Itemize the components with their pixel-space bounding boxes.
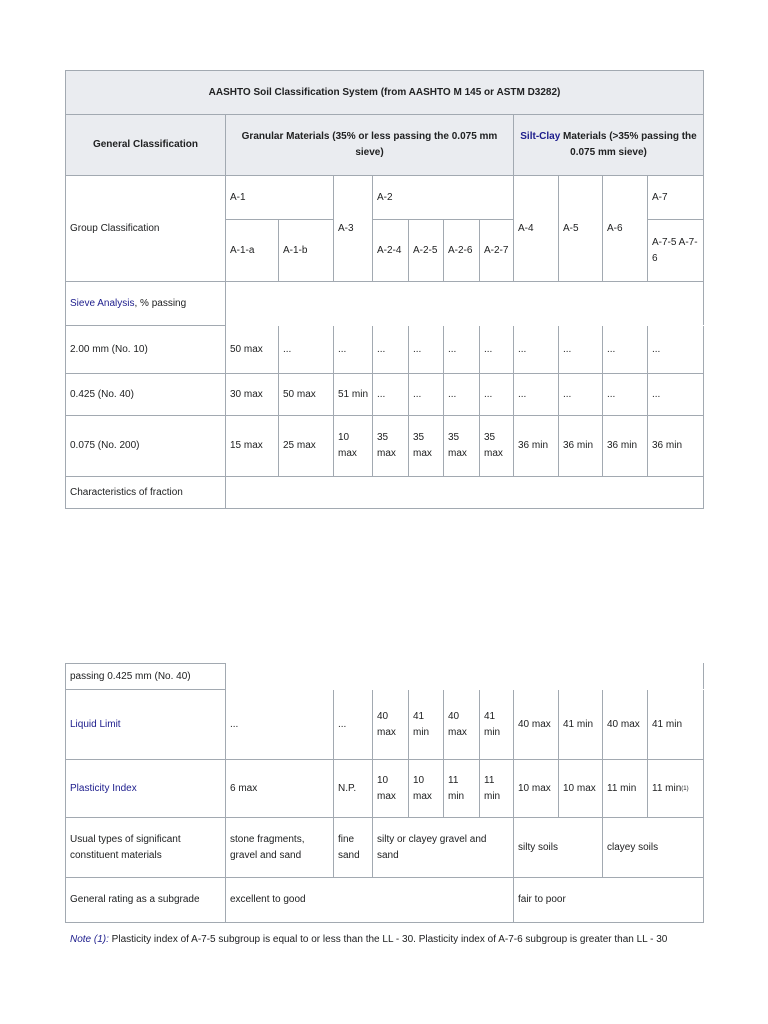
table-row-liquid-limit xyxy=(66,690,704,760)
table-cell: ... xyxy=(409,374,444,416)
table-cell: 41 min xyxy=(559,690,603,760)
rating-label: General rating as a subgrade xyxy=(66,878,226,923)
passing-blank xyxy=(226,664,704,690)
table-cell: 41 min xyxy=(648,690,704,760)
table-cell: ... xyxy=(444,326,480,374)
table-cell: 40 max xyxy=(444,690,480,760)
plasticity-index-label xyxy=(66,760,226,818)
note-text: Plasticity index of A-7-5 subgroup is equal to or less than the LL - 30. Plasticity index of A-7-6 subgroup is greater than LL - 30 xyxy=(108,934,668,945)
table-cell: ... xyxy=(373,326,409,374)
table-cell: ... xyxy=(648,326,704,374)
table-cell: ... xyxy=(514,374,559,416)
group-a1b: A-1-b xyxy=(279,220,334,282)
characteristics-blank xyxy=(226,477,704,509)
table-cell: 41 min xyxy=(480,690,514,760)
table-cell: ... xyxy=(226,690,334,760)
table-cell: 35 max xyxy=(409,416,444,477)
table-cell: ... xyxy=(559,374,603,416)
table-cell: ... xyxy=(603,326,648,374)
table-cell: ... xyxy=(480,374,514,416)
table-cell: 15 max xyxy=(226,416,279,477)
table-cell: 10 max xyxy=(334,416,373,477)
table-cell: ... xyxy=(334,326,373,374)
row-label: 2.00 mm (No. 10) xyxy=(66,326,226,374)
table-cell: 40 max xyxy=(373,690,409,760)
table-cell: 36 min xyxy=(603,416,648,477)
granular-materials-header: Granular Materials (35% or less passing the 0.075 mm sieve) xyxy=(226,115,514,176)
table-cell: silty soils xyxy=(514,818,603,878)
liquid-limit-label xyxy=(66,690,226,760)
table-cell: ... xyxy=(279,326,334,374)
table-cell: clayey soils xyxy=(603,818,704,878)
table-cell: ... xyxy=(373,374,409,416)
row-label: 0.075 (No. 200) xyxy=(66,416,226,477)
table-cell: 40 max xyxy=(514,690,559,760)
table-cell: silty or clayey gravel and sand xyxy=(373,818,514,878)
note-label: Note (1): xyxy=(70,934,109,945)
table-cell: 10 max xyxy=(514,760,559,818)
soil-classification-table-part2 xyxy=(65,663,704,923)
soil-classification-table-part1 xyxy=(65,70,704,509)
table-cell: fair to poor xyxy=(514,878,704,923)
table-row-no40 xyxy=(66,374,704,416)
table-cell: 10 max xyxy=(373,760,409,818)
table-cell: 36 min xyxy=(559,416,603,477)
table-cell: N.P. xyxy=(334,760,373,818)
table-row-usual-types xyxy=(66,818,704,878)
table-row-plasticity-index xyxy=(66,760,704,818)
table-cell: excellent to good xyxy=(226,878,514,923)
group-a2: A-2 xyxy=(373,176,514,220)
row-label: 0.425 (No. 40) xyxy=(66,374,226,416)
liquid-limit-link[interactable]: Liquid Limit xyxy=(70,718,121,730)
table-cell: 51 min xyxy=(334,374,373,416)
group-a24: A-2-4 xyxy=(373,220,409,282)
table-cell: fine sand xyxy=(334,818,373,878)
table-cell xyxy=(648,760,704,818)
plasticity-index-link[interactable]: Plasticity Index xyxy=(70,782,137,794)
group-a27: A-2-7 xyxy=(480,220,514,282)
table-cell: stone fragments, gravel and sand xyxy=(226,818,334,878)
table-cell: ... xyxy=(444,374,480,416)
general-classification-header: General Classification xyxy=(66,115,226,176)
group-a1a: A-1-a xyxy=(226,220,279,282)
table-cell: 50 max xyxy=(226,326,279,374)
table-row-rating xyxy=(66,878,704,923)
sieve-analysis-label xyxy=(66,282,226,326)
table-cell: 50 max xyxy=(279,374,334,416)
table-cell-text: 11 min xyxy=(652,782,682,794)
group-classification-label: Group Classification xyxy=(66,176,226,282)
group-a6: A-6 xyxy=(603,176,648,282)
silt-clay-link[interactable]: Silt-Clay xyxy=(520,131,561,142)
table-caption: AASHTO Soil Classification System (from AASHTO M 145 or ASTM D3282) xyxy=(66,71,704,115)
table-cell: 41 min xyxy=(409,690,444,760)
table-cell: ... xyxy=(480,326,514,374)
group-a4: A-4 xyxy=(514,176,559,282)
group-a7: A-7 xyxy=(648,176,704,220)
table-cell: ... xyxy=(559,326,603,374)
group-a3: A-3 xyxy=(334,176,373,282)
group-a26: A-2-6 xyxy=(444,220,480,282)
table-row-no200 xyxy=(66,416,704,477)
table-cell: 11 min xyxy=(480,760,514,818)
silt-clay-header-text: Materials (>35% passing the 0.075 mm sieve) xyxy=(560,131,697,158)
table-cell: 40 max xyxy=(603,690,648,760)
sieve-analysis-blank xyxy=(226,282,704,326)
table-cell: ... xyxy=(514,326,559,374)
group-a5: A-5 xyxy=(559,176,603,282)
group-a1: A-1 xyxy=(226,176,334,220)
group-a25: A-2-5 xyxy=(409,220,444,282)
group-a7-sub: A-7-5 A-7-6 xyxy=(648,220,704,282)
usual-types-label: Usual types of significant constituent materials xyxy=(66,818,226,878)
table-cell: 30 max xyxy=(226,374,279,416)
table-cell: 6 max xyxy=(226,760,334,818)
table-cell: ... xyxy=(409,326,444,374)
table-cell: 11 min xyxy=(603,760,648,818)
silt-clay-materials-header xyxy=(514,115,704,176)
table-cell: 10 max xyxy=(559,760,603,818)
sieve-analysis-text: , % passing xyxy=(134,297,187,309)
sieve-analysis-link[interactable]: Sieve Analysis xyxy=(70,297,135,309)
table-row-no10 xyxy=(66,326,704,374)
table-cell: 36 min xyxy=(648,416,704,477)
table-cell: 25 max xyxy=(279,416,334,477)
table-cell: 36 min xyxy=(514,416,559,477)
table-cell: ... xyxy=(603,374,648,416)
table-cell: ... xyxy=(648,374,704,416)
table-cell: 11 min xyxy=(444,760,480,818)
table-cell: 35 max xyxy=(444,416,480,477)
passing-no40-label: passing 0.425 mm (No. 40) xyxy=(66,664,226,690)
characteristics-label: Characteristics of fraction xyxy=(66,477,226,509)
table-cell: 10 max xyxy=(409,760,444,818)
footnote-ref[interactable]: (1) xyxy=(681,785,689,792)
footnote-note xyxy=(70,932,667,948)
table-cell: 35 max xyxy=(373,416,409,477)
table-cell: 35 max xyxy=(480,416,514,477)
table-cell: ... xyxy=(334,690,373,760)
